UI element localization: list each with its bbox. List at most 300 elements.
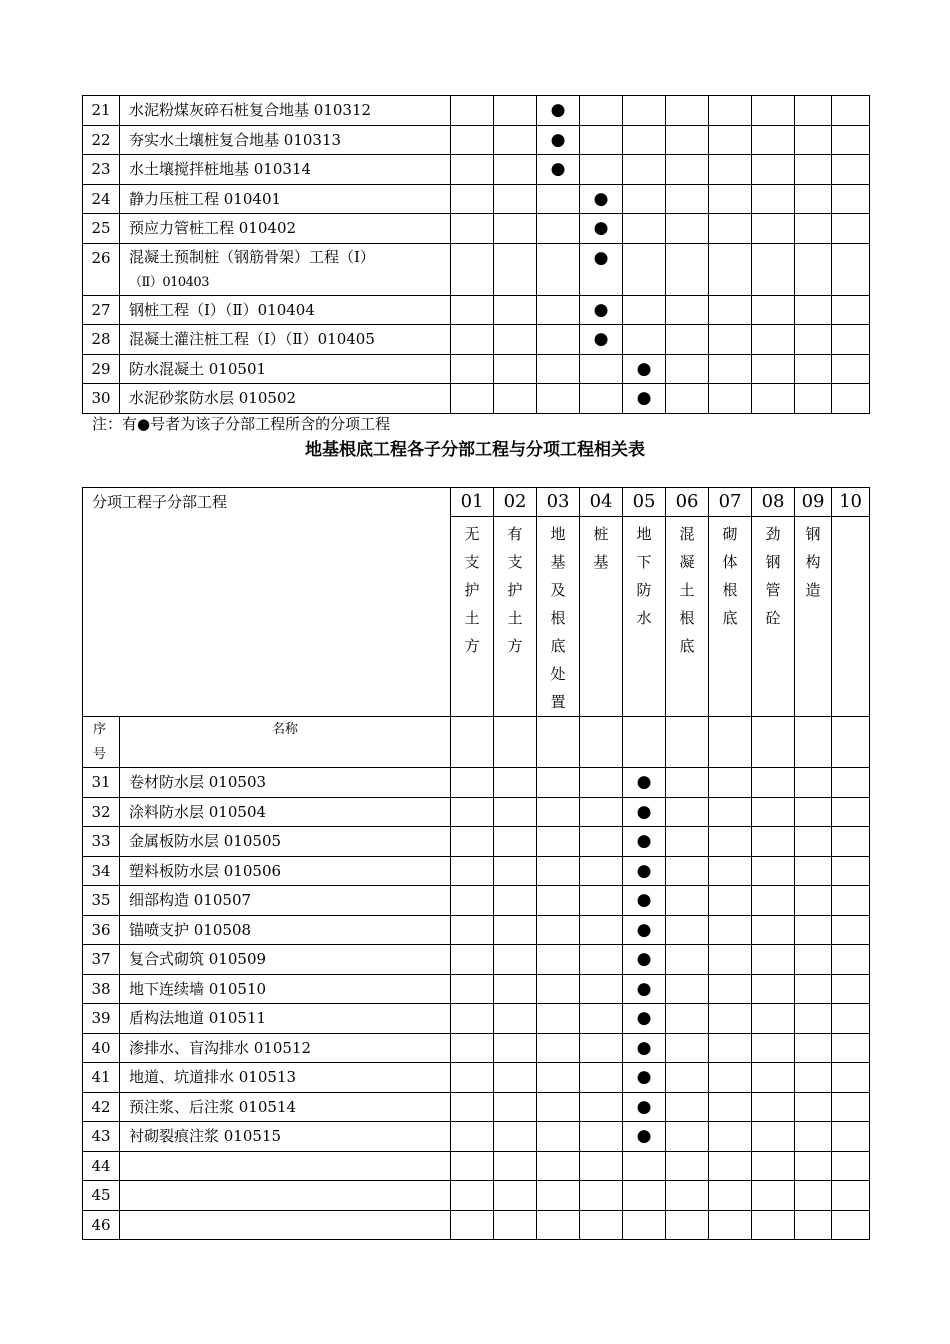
- cell-col-4: [580, 1033, 623, 1063]
- cell-col-8: [752, 354, 795, 384]
- cell-col-3: [537, 384, 580, 414]
- cell-col-9: [795, 96, 832, 126]
- cell-col-5: [623, 325, 666, 355]
- table-row: [83, 1033, 870, 1063]
- cell-col-9: [795, 827, 832, 857]
- cell-col-6: [666, 915, 709, 945]
- cell-col-2: [494, 384, 537, 414]
- column-code: 10: [832, 488, 870, 517]
- table-row: [83, 184, 870, 214]
- cell-col-1: [451, 886, 494, 916]
- cell-col-8: [752, 1151, 795, 1181]
- cell-col-7: [709, 945, 752, 975]
- cell-col-1: [451, 325, 494, 355]
- cell-col-6: [666, 325, 709, 355]
- subheader-cell: [752, 717, 795, 768]
- cell-col-5: ●: [623, 1033, 666, 1063]
- cell-col-8: [752, 155, 795, 185]
- row-name: 水土壤搅拌桩地基 010314: [120, 155, 451, 185]
- cell-col-1: [451, 243, 494, 295]
- column-code: 06: [666, 488, 709, 517]
- cell-col-8: [752, 797, 795, 827]
- column-code: 01: [451, 488, 494, 517]
- cell-col-5: [623, 1181, 666, 1211]
- row-name: 预注浆、后注浆 010514: [120, 1092, 451, 1122]
- cell-col-5: [623, 214, 666, 244]
- cell-col-5: ●: [623, 1092, 666, 1122]
- cell-col-4: [580, 1004, 623, 1034]
- cell-col-9: [795, 768, 832, 798]
- row-name: [120, 1181, 451, 1211]
- cell-col-10: [832, 1092, 870, 1122]
- cell-col-6: [666, 1181, 709, 1211]
- cell-col-2: [494, 827, 537, 857]
- column-code: 04: [580, 488, 623, 517]
- cell-col-7: [709, 155, 752, 185]
- cell-col-6: [666, 1151, 709, 1181]
- cell-col-6: [666, 354, 709, 384]
- cell-col-5: ●: [623, 886, 666, 916]
- cell-col-7: [709, 915, 752, 945]
- cell-col-6: [666, 1092, 709, 1122]
- cell-col-10: [832, 1004, 870, 1034]
- table-row: [83, 945, 870, 975]
- cell-col-9: [795, 915, 832, 945]
- cell-col-1: [451, 1004, 494, 1034]
- column-code: 09: [795, 488, 832, 517]
- cell-col-4: [580, 1092, 623, 1122]
- row-name: 地道、坑道排水 010513: [120, 1063, 451, 1093]
- table-row: [83, 1181, 870, 1211]
- cell-col-10: [832, 354, 870, 384]
- cell-col-2: [494, 243, 537, 295]
- row-name: 涂料防水层 010504: [120, 797, 451, 827]
- cell-col-1: [451, 1210, 494, 1240]
- subheader-cell: [795, 717, 832, 768]
- cell-col-7: [709, 96, 752, 126]
- cell-col-2: [494, 1033, 537, 1063]
- cell-col-9: [795, 1063, 832, 1093]
- table-row: [83, 243, 870, 295]
- column-name: 地 基 及 根 底 处 置: [537, 517, 580, 717]
- cell-col-9: [795, 974, 832, 1004]
- table-row: [83, 1210, 870, 1240]
- row-number: 38: [83, 974, 120, 1004]
- cell-col-8: [752, 243, 795, 295]
- cell-col-5: ●: [623, 797, 666, 827]
- cell-col-7: [709, 1063, 752, 1093]
- subheader-cell: [537, 717, 580, 768]
- cell-col-5: ●: [623, 827, 666, 857]
- cell-col-7: [709, 1181, 752, 1211]
- cell-col-8: [752, 325, 795, 355]
- cell-col-3: [537, 1033, 580, 1063]
- cell-col-7: [709, 1122, 752, 1152]
- cell-col-6: [666, 827, 709, 857]
- cell-col-6: [666, 856, 709, 886]
- row-name: 渗排水、盲沟排水 010512: [120, 1033, 451, 1063]
- cell-col-8: [752, 1092, 795, 1122]
- cell-col-5: [623, 125, 666, 155]
- column-name: 有 支 护 土 方: [494, 517, 537, 717]
- cell-col-6: [666, 155, 709, 185]
- row-name: 塑料板防水层 010506: [120, 856, 451, 886]
- cell-col-1: [451, 155, 494, 185]
- cell-col-1: [451, 974, 494, 1004]
- cell-col-4: [580, 768, 623, 798]
- row-name: 混凝土灌注桩工程（Ⅰ）（Ⅱ）010405: [120, 325, 451, 355]
- cell-col-2: [494, 1181, 537, 1211]
- cell-col-3: [537, 325, 580, 355]
- cell-col-2: [494, 797, 537, 827]
- table-row: [83, 96, 870, 126]
- cell-col-1: [451, 354, 494, 384]
- cell-col-4: [580, 856, 623, 886]
- row-number: 45: [83, 1181, 120, 1211]
- cell-col-5: ●: [623, 1063, 666, 1093]
- cell-col-10: [832, 1151, 870, 1181]
- cell-col-10: [832, 325, 870, 355]
- cell-col-5: [623, 184, 666, 214]
- cell-col-5: [623, 1151, 666, 1181]
- cell-col-3: [537, 945, 580, 975]
- row-number: 34: [83, 856, 120, 886]
- cell-col-10: [832, 295, 870, 325]
- row-number: 37: [83, 945, 120, 975]
- row-number: 44: [83, 1151, 120, 1181]
- cell-col-10: [832, 856, 870, 886]
- row-number: 28: [83, 325, 120, 355]
- cell-col-8: [752, 856, 795, 886]
- table-row: [83, 155, 870, 185]
- column-name: 混 凝 土 根 底: [666, 517, 709, 717]
- cell-col-4: ●: [580, 243, 623, 295]
- cell-col-8: [752, 1122, 795, 1152]
- cell-col-8: [752, 384, 795, 414]
- cell-col-2: [494, 295, 537, 325]
- cell-col-3: [537, 243, 580, 295]
- row-number: 21: [83, 96, 120, 126]
- cell-col-2: [494, 325, 537, 355]
- row-name: 细部构造 010507: [120, 886, 451, 916]
- table-row: [83, 325, 870, 355]
- row-name: 预应力管桩工程 010402: [120, 214, 451, 244]
- table-row: [83, 125, 870, 155]
- cell-col-4: [580, 797, 623, 827]
- cell-col-6: [666, 1033, 709, 1063]
- cell-col-10: [832, 945, 870, 975]
- cell-col-3: [537, 797, 580, 827]
- cell-col-3: [537, 1092, 580, 1122]
- cell-col-3: ●: [537, 155, 580, 185]
- column-name: 无 支 护 土 方: [451, 517, 494, 717]
- cell-col-2: [494, 125, 537, 155]
- cell-col-7: [709, 1033, 752, 1063]
- row-number: 36: [83, 915, 120, 945]
- row-name: 衬砌裂痕注浆 010515: [120, 1122, 451, 1152]
- cell-col-1: [451, 214, 494, 244]
- cell-col-9: [795, 945, 832, 975]
- cell-col-5: [623, 155, 666, 185]
- row-number: 32: [83, 797, 120, 827]
- cell-col-1: [451, 768, 494, 798]
- cell-col-9: [795, 1181, 832, 1211]
- cell-col-7: [709, 184, 752, 214]
- cell-col-5: ●: [623, 974, 666, 1004]
- seq-label: 序 号: [83, 717, 120, 768]
- cell-col-4: [580, 1122, 623, 1152]
- cell-col-6: [666, 974, 709, 1004]
- cell-col-4: [580, 96, 623, 126]
- cell-col-7: [709, 1210, 752, 1240]
- cell-col-7: [709, 354, 752, 384]
- row-name: 锚喷支护 010508: [120, 915, 451, 945]
- cell-col-10: [832, 1063, 870, 1093]
- cell-col-3: [537, 214, 580, 244]
- cell-col-8: [752, 974, 795, 1004]
- cell-col-4: [580, 125, 623, 155]
- cell-col-9: [795, 1210, 832, 1240]
- cell-col-7: [709, 125, 752, 155]
- row-name: 防水混凝土 010501: [120, 354, 451, 384]
- cell-col-6: [666, 768, 709, 798]
- row-name: 混凝土预制桩（钢筋骨架）工程（Ⅰ） （Ⅱ）010403: [120, 243, 451, 295]
- cell-col-2: [494, 1210, 537, 1240]
- cell-col-4: [580, 354, 623, 384]
- cell-col-6: [666, 243, 709, 295]
- row-number: 26: [83, 243, 120, 295]
- row-number: 39: [83, 1004, 120, 1034]
- table-row: [83, 915, 870, 945]
- cell-col-8: [752, 945, 795, 975]
- subheader-cell: [709, 717, 752, 768]
- cell-col-6: [666, 797, 709, 827]
- cell-col-5: ●: [623, 1122, 666, 1152]
- cell-col-10: [832, 886, 870, 916]
- cell-col-5: [623, 96, 666, 126]
- cell-col-8: [752, 184, 795, 214]
- row-number: 30: [83, 384, 120, 414]
- cell-col-3: ●: [537, 125, 580, 155]
- cell-col-5: ●: [623, 945, 666, 975]
- cell-col-3: [537, 886, 580, 916]
- cell-col-8: [752, 915, 795, 945]
- cell-col-5: ●: [623, 768, 666, 798]
- cell-col-5: ●: [623, 1004, 666, 1034]
- subheader-cell: [580, 717, 623, 768]
- cell-col-3: [537, 1063, 580, 1093]
- cell-col-9: [795, 214, 832, 244]
- cell-col-10: [832, 827, 870, 857]
- cell-col-7: [709, 295, 752, 325]
- cell-col-1: [451, 1122, 494, 1152]
- cell-col-10: [832, 1210, 870, 1240]
- cell-col-9: [795, 184, 832, 214]
- cell-col-6: [666, 125, 709, 155]
- cell-col-9: [795, 243, 832, 295]
- cell-col-4: ●: [580, 184, 623, 214]
- cell-col-3: [537, 1122, 580, 1152]
- cell-col-7: [709, 1004, 752, 1034]
- cell-col-4: [580, 1210, 623, 1240]
- table-row: [83, 1122, 870, 1152]
- row-number: 41: [83, 1063, 120, 1093]
- cell-col-6: [666, 1063, 709, 1093]
- row-name: 水泥砂浆防水层 010502: [120, 384, 451, 414]
- table-row: [83, 295, 870, 325]
- cell-col-1: [451, 827, 494, 857]
- row-number: 46: [83, 1210, 120, 1240]
- cell-col-5: [623, 243, 666, 295]
- cell-col-6: [666, 214, 709, 244]
- cell-col-1: [451, 1092, 494, 1122]
- cell-col-10: [832, 155, 870, 185]
- cell-col-4: ●: [580, 295, 623, 325]
- table-row: [83, 1063, 870, 1093]
- cell-col-7: [709, 827, 752, 857]
- cell-col-4: ●: [580, 325, 623, 355]
- cell-col-2: [494, 96, 537, 126]
- column-code: 05: [623, 488, 666, 517]
- header-label: 分项工程子分部工程: [83, 488, 451, 717]
- row-number: 25: [83, 214, 120, 244]
- cell-col-6: [666, 1004, 709, 1034]
- cell-col-10: [832, 768, 870, 798]
- cell-col-2: [494, 856, 537, 886]
- cell-col-8: [752, 827, 795, 857]
- table-row: [83, 856, 870, 886]
- cell-col-10: [832, 125, 870, 155]
- row-number: 31: [83, 768, 120, 798]
- cell-col-9: [795, 886, 832, 916]
- cell-col-2: [494, 155, 537, 185]
- cell-col-10: [832, 96, 870, 126]
- cell-col-1: [451, 915, 494, 945]
- row-name: 水泥粉煤灰碎石桩复合地基 010312: [120, 96, 451, 126]
- table-row: [83, 1092, 870, 1122]
- header-codes-row: [83, 488, 870, 517]
- cell-col-5: ●: [623, 856, 666, 886]
- row-number: 35: [83, 886, 120, 916]
- related-table-part1: [82, 95, 870, 414]
- name-label: 名称: [120, 717, 451, 768]
- cell-col-7: [709, 214, 752, 244]
- cell-col-2: [494, 915, 537, 945]
- cell-col-3: [537, 354, 580, 384]
- cell-col-7: [709, 325, 752, 355]
- cell-col-3: ●: [537, 96, 580, 126]
- cell-col-10: [832, 1181, 870, 1211]
- cell-col-9: [795, 1004, 832, 1034]
- cell-col-6: [666, 384, 709, 414]
- subheader-cell: [666, 717, 709, 768]
- cell-col-7: [709, 974, 752, 1004]
- row-number: 29: [83, 354, 120, 384]
- table-row: [83, 797, 870, 827]
- cell-col-7: [709, 856, 752, 886]
- table-row: [83, 354, 870, 384]
- cell-col-1: [451, 184, 494, 214]
- cell-col-6: [666, 945, 709, 975]
- column-code: 07: [709, 488, 752, 517]
- table-row: [83, 1004, 870, 1034]
- cell-col-9: [795, 325, 832, 355]
- cell-col-1: [451, 125, 494, 155]
- cell-col-4: [580, 915, 623, 945]
- cell-col-4: [580, 974, 623, 1004]
- cell-col-9: [795, 384, 832, 414]
- cell-col-3: [537, 1004, 580, 1034]
- table-row: [83, 768, 870, 798]
- cell-col-6: [666, 886, 709, 916]
- cell-col-9: [795, 1033, 832, 1063]
- cell-col-9: [795, 1122, 832, 1152]
- table-row: [83, 827, 870, 857]
- cell-col-9: [795, 295, 832, 325]
- row-number: 24: [83, 184, 120, 214]
- column-name: 钢 构 造: [795, 517, 832, 717]
- cell-col-9: [795, 797, 832, 827]
- column-name: 劲 钢 管 砼: [752, 517, 795, 717]
- cell-col-10: [832, 1033, 870, 1063]
- table-title: 地基根底工程各子分部工程与分项工程相关表: [305, 440, 645, 460]
- cell-col-10: [832, 1122, 870, 1152]
- cell-col-1: [451, 856, 494, 886]
- cell-col-7: [709, 243, 752, 295]
- cell-col-4: [580, 384, 623, 414]
- row-name: 静力压桩工程 010401: [120, 184, 451, 214]
- cell-col-1: [451, 1063, 494, 1093]
- cell-col-7: [709, 886, 752, 916]
- cell-col-10: [832, 915, 870, 945]
- row-number: 22: [83, 125, 120, 155]
- cell-col-8: [752, 768, 795, 798]
- cell-col-8: [752, 1033, 795, 1063]
- table-row: [83, 974, 870, 1004]
- cell-col-10: [832, 797, 870, 827]
- cell-col-2: [494, 1004, 537, 1034]
- cell-col-6: [666, 1210, 709, 1240]
- table-row: [83, 214, 870, 244]
- cell-col-10: [832, 184, 870, 214]
- subheader-cell: [832, 717, 870, 768]
- cell-col-3: [537, 974, 580, 1004]
- column-name: 桩 基: [580, 517, 623, 717]
- row-name: 地下连续墙 010510: [120, 974, 451, 1004]
- cell-col-3: [537, 768, 580, 798]
- cell-col-3: [537, 856, 580, 886]
- row-name: 金属板防水层 010505: [120, 827, 451, 857]
- cell-col-8: [752, 295, 795, 325]
- row-name: 钢桩工程（Ⅰ）（Ⅱ）010404: [120, 295, 451, 325]
- row-name: [120, 1151, 451, 1181]
- cell-col-3: [537, 184, 580, 214]
- cell-col-4: [580, 1181, 623, 1211]
- column-name: 砌 体 根 底: [709, 517, 752, 717]
- cell-col-10: [832, 214, 870, 244]
- column-code: 08: [752, 488, 795, 517]
- cell-col-1: [451, 945, 494, 975]
- cell-col-2: [494, 974, 537, 1004]
- related-table-part2: [82, 487, 870, 1240]
- cell-col-1: [451, 96, 494, 126]
- subheader-cell: [451, 717, 494, 768]
- cell-col-2: [494, 768, 537, 798]
- cell-col-1: [451, 1181, 494, 1211]
- cell-col-3: [537, 827, 580, 857]
- table-row: [83, 384, 870, 414]
- cell-col-9: [795, 155, 832, 185]
